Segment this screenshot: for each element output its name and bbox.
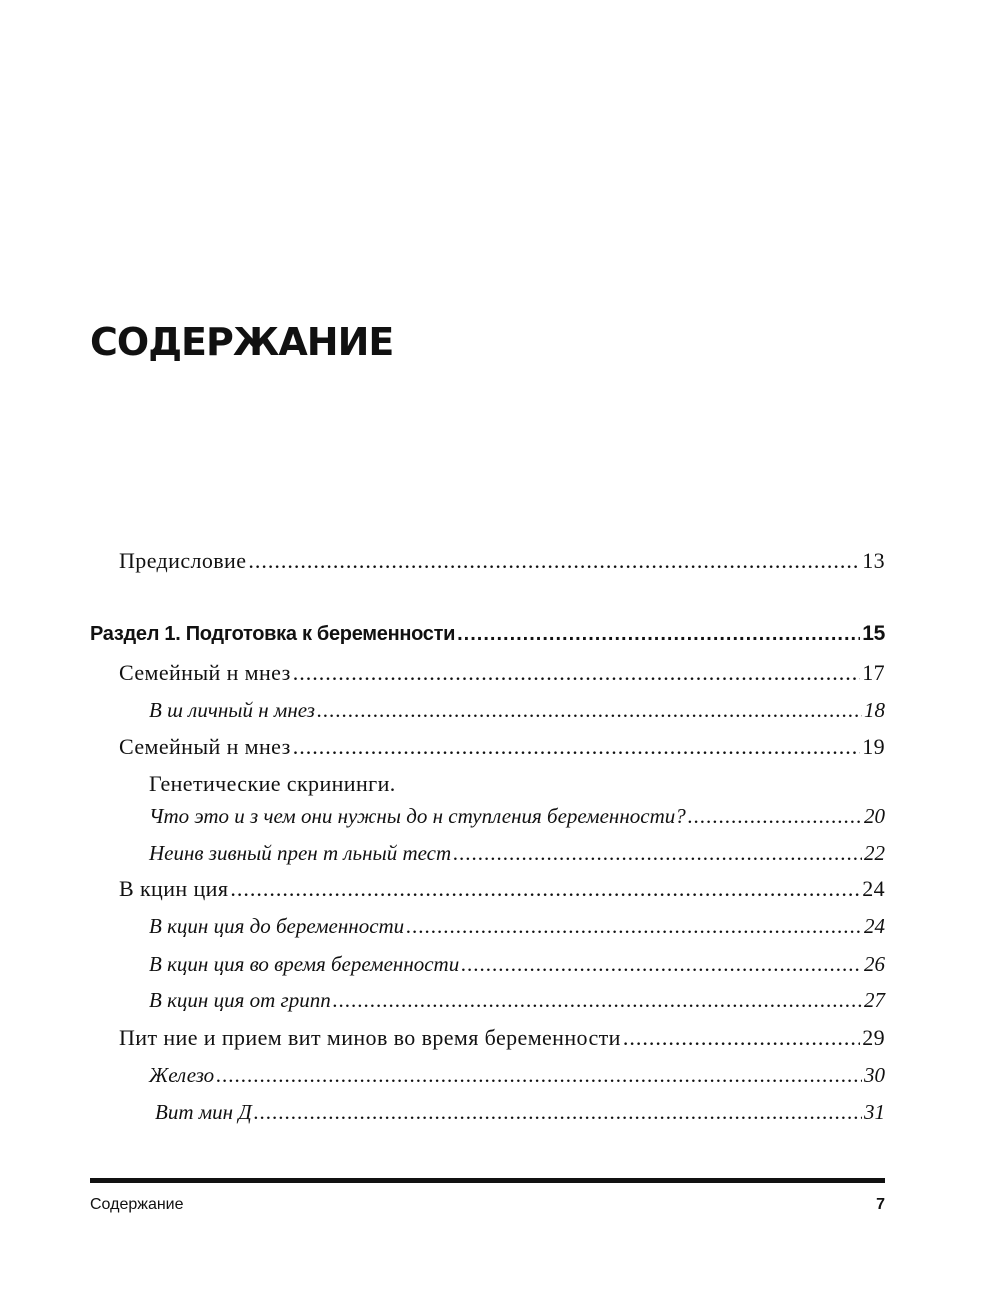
dot-leader [461, 952, 862, 977]
toc-page-number: 22 [864, 841, 885, 865]
toc-entry-genetic-screening-heading[interactable]: Генетические скрининги. [149, 771, 396, 796]
dot-leader [623, 1025, 860, 1051]
toc-entry-title: В кцин ция во время беременности [149, 952, 460, 976]
toc-page-number: 20 [864, 804, 885, 828]
dot-leader [688, 804, 862, 829]
toc-entry-nipt[interactable] [90, 841, 885, 866]
toc-entry-title: В кцин ция до беременности [149, 914, 405, 938]
dot-leader [293, 734, 861, 760]
dot-leader [230, 876, 860, 902]
toc-entry-title: В кцин ция от грипп [149, 988, 331, 1012]
table-of-contents [90, 0, 885, 1299]
toc-page-number: 17 [862, 660, 885, 685]
toc-entry-nutrition[interactable] [90, 1025, 885, 1051]
toc-page-number: 24 [862, 876, 885, 901]
toc-entry-title: Семейный н мнез [119, 660, 291, 685]
toc-section-title: Раздел 1. Подготовка к беременности [90, 623, 456, 645]
toc-page-number: 19 [862, 734, 885, 759]
dot-leader [333, 988, 862, 1013]
toc-page-number: 31 [864, 1100, 885, 1124]
toc-page-number: 29 [862, 1025, 885, 1050]
dot-leader [248, 548, 860, 574]
toc-entry-title: Что это и з чем они нужны до н ступления беременности? [149, 804, 686, 828]
toc-entry-title: Железо [149, 1063, 215, 1087]
toc-page-number: 26 [864, 952, 885, 976]
dot-leader [216, 1063, 862, 1088]
toc-entry-vaccination-during[interactable] [90, 952, 885, 977]
footer-running-title: Содержание [90, 1196, 184, 1213]
dot-leader [254, 1100, 862, 1125]
toc-entry-preface[interactable] [90, 548, 885, 574]
footer-divider [90, 1178, 885, 1183]
toc-page-number: 18 [864, 698, 885, 722]
toc-page-number: 15 [862, 622, 885, 645]
toc-entry-personal-history[interactable] [90, 698, 885, 723]
toc-entry-title: В ш личный н мнез [149, 698, 315, 722]
toc-entry-genetic-screening[interactable] [90, 804, 885, 829]
dot-leader [406, 914, 862, 939]
toc-entry-iron[interactable] [90, 1063, 885, 1088]
toc-page-number: 13 [862, 548, 885, 573]
toc-entry-vaccination[interactable] [90, 876, 885, 902]
toc-page-number: 30 [864, 1063, 885, 1087]
dot-leader [317, 698, 862, 723]
toc-entry-vaccination-before[interactable] [90, 914, 885, 939]
toc-entry-title: Неинв зивный прен т льный тест [149, 841, 452, 865]
footer-page-number: 7 [876, 1196, 885, 1213]
toc-page-number: 27 [864, 988, 885, 1012]
toc-page-number: 24 [864, 914, 885, 938]
dot-leader [453, 841, 862, 866]
toc-entry-title: В кцин ция [119, 876, 229, 901]
page-title: СОДЕРЖАНИЕ [90, 320, 394, 364]
toc-entry-vitamin-d[interactable] [90, 1100, 885, 1125]
dot-leader [293, 660, 861, 686]
toc-entry-title: Семейный н мнез [119, 734, 291, 759]
toc-entry-title: Вит мин Д [155, 1100, 252, 1124]
toc-entry-title: Пит ние и прием вит минов во время беременности [119, 1025, 621, 1050]
toc-entry-family-history[interactable] [90, 660, 885, 686]
toc-entry-section-1[interactable] [90, 622, 885, 646]
toc-entry-vaccination-flu[interactable] [90, 988, 885, 1013]
dot-leader [457, 623, 860, 646]
toc-entry-family-history-2[interactable] [90, 734, 885, 760]
toc-entry-title: Предисловие [119, 548, 247, 573]
